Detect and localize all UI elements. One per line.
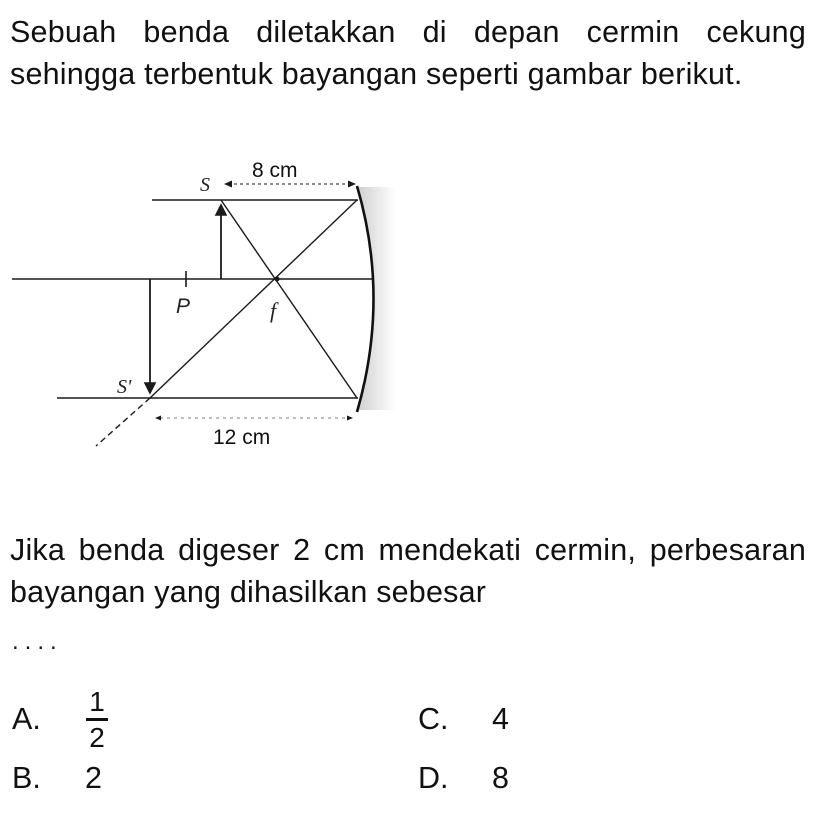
answer-blank: .... bbox=[12, 628, 63, 655]
question-intro: Sebuah benda diletakkan di depan cermin cekung sehingga terbentuk bayangan seperti gambar berikut. bbox=[10, 15, 806, 91]
object-label: S bbox=[200, 174, 210, 196]
focus-label: f bbox=[270, 298, 277, 323]
option-c-value: 4 bbox=[492, 702, 509, 736]
object-distance-label: 8 cm bbox=[252, 159, 298, 182]
ray-object-through-focus bbox=[221, 200, 357, 398]
point-p-label: P bbox=[176, 295, 191, 318]
option-d-letter: D. bbox=[418, 761, 449, 795]
image-distance-label: 12 cm bbox=[213, 426, 271, 449]
option-a-letter: A. bbox=[12, 702, 41, 736]
option-c-letter: C. bbox=[418, 702, 449, 736]
mirror-shading bbox=[358, 187, 396, 410]
option-d-value: 8 bbox=[492, 761, 509, 795]
fraction-numerator: 1 bbox=[89, 686, 105, 717]
focus-point bbox=[275, 277, 280, 282]
option-b-value: 2 bbox=[85, 761, 102, 795]
concave-mirror-diagram bbox=[0, 150, 420, 460]
image-label: S' bbox=[117, 376, 132, 398]
ray-extension-dashed bbox=[96, 398, 150, 446]
question-prompt: Jika benda digeser 2 cm mendekati cermin, perbesaran bayangan yang dihasilkan sebesar bbox=[10, 533, 806, 609]
option-a-fraction bbox=[86, 688, 108, 752]
option-b-letter: B. bbox=[12, 761, 41, 795]
fraction-denominator: 2 bbox=[89, 721, 105, 753]
